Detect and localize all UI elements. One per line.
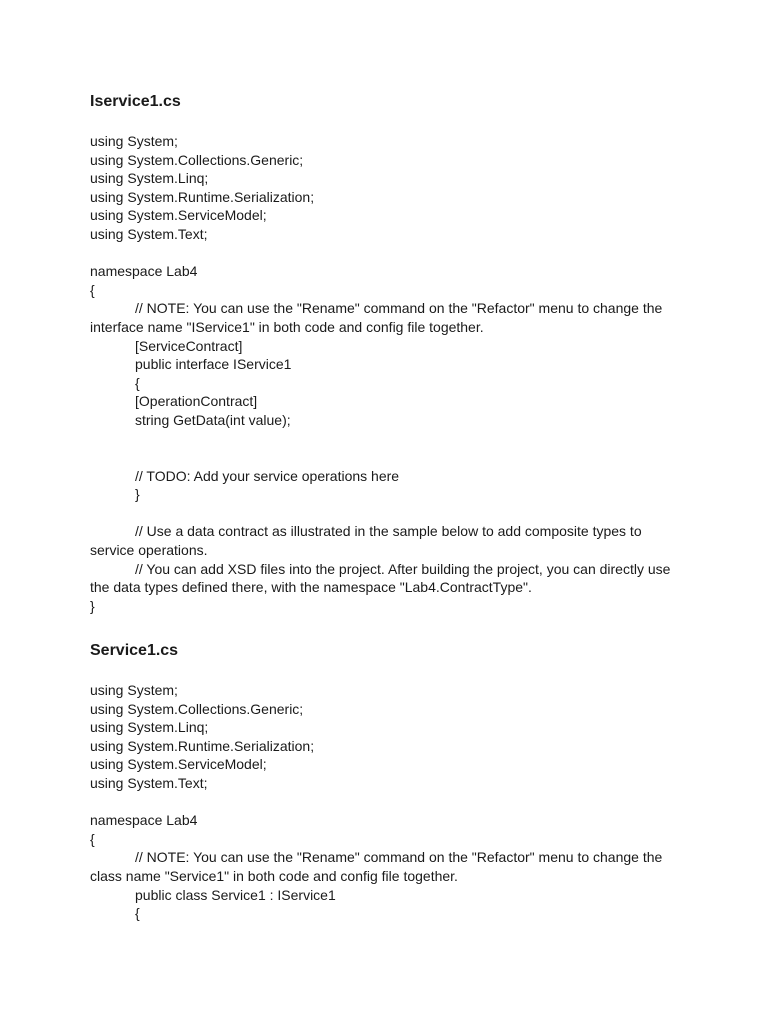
code-line: using System.Linq; bbox=[90, 170, 209, 187]
code-line: using System; bbox=[90, 133, 178, 149]
code-line bbox=[90, 448, 690, 467]
code-line: using System.ServiceModel; bbox=[90, 756, 267, 773]
code-line: string GetData(int value); bbox=[135, 411, 291, 428]
code-line: public class Service1 : IService1 bbox=[135, 886, 336, 903]
code-line: using System.Text; bbox=[90, 225, 208, 242]
code-line: } bbox=[135, 486, 140, 503]
code-line: { bbox=[135, 905, 140, 922]
code-line: // NOTE: You can use the "Rename" command on the "Refactor" menu to change the bbox=[135, 849, 663, 866]
code-block-service1 bbox=[90, 681, 690, 923]
code-line bbox=[90, 793, 690, 812]
code-line: [ServiceContract] bbox=[135, 337, 243, 354]
code-line: using System.ServiceModel; bbox=[90, 207, 267, 224]
code-line bbox=[90, 430, 690, 449]
code-line: { bbox=[90, 281, 95, 298]
code-line: using System.Collections.Generic; bbox=[90, 151, 304, 168]
code-line bbox=[90, 244, 690, 263]
code-line: using System.Linq; bbox=[90, 719, 209, 736]
code-block-iservice1 bbox=[90, 132, 690, 615]
code-line: { bbox=[90, 830, 95, 847]
section-title-service1: Service1.cs bbox=[90, 642, 179, 659]
code-line: [OperationContract] bbox=[135, 393, 258, 410]
code-line: // NOTE: You can use the "Rename" command on the "Refactor" menu to change the bbox=[135, 300, 663, 317]
code-line bbox=[90, 504, 690, 523]
code-line: using System.Runtime.Serialization; bbox=[90, 188, 315, 205]
code-line: class name "Service1" in both code and config file together. bbox=[90, 867, 458, 884]
code-line: { bbox=[135, 374, 140, 391]
code-line: using System.Runtime.Serialization; bbox=[90, 737, 315, 754]
code-line: namespace Lab4 bbox=[90, 812, 198, 829]
section-title-iservice1: Iservice1.cs bbox=[90, 93, 181, 110]
code-line: } bbox=[90, 597, 95, 614]
code-line: using System.Collections.Generic; bbox=[90, 700, 304, 717]
code-line: // You can add XSD files into the project. After building the project, you can directly use bbox=[135, 560, 671, 577]
code-line: service operations. bbox=[90, 542, 208, 559]
code-line: // TODO: Add your service operations here bbox=[135, 467, 400, 484]
code-line: the data types defined there, with the namespace "Lab4.ContractType". bbox=[90, 579, 532, 596]
code-line: public interface IService1 bbox=[135, 356, 292, 373]
code-line: interface name "IService1" in both code and config file together. bbox=[90, 318, 484, 335]
code-line: using System; bbox=[90, 682, 178, 698]
code-line: namespace Lab4 bbox=[90, 263, 198, 280]
code-line: // Use a data contract as illustrated in the sample below to add composite types to bbox=[135, 523, 642, 540]
code-line: using System.Text; bbox=[90, 774, 208, 791]
